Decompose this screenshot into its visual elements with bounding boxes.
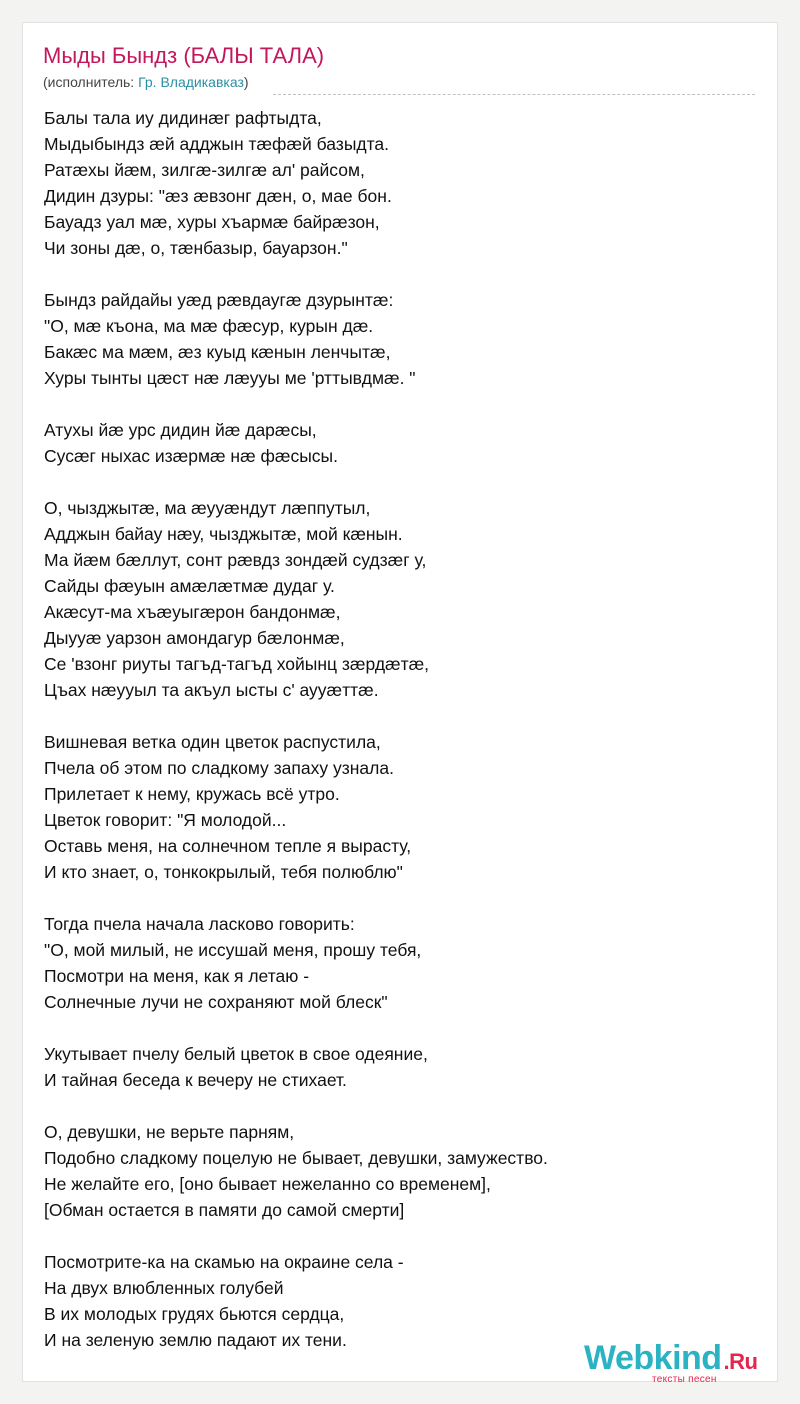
artist-line (43, 74, 756, 90)
lyric-line: Вишневая ветка один цветок распустила, (44, 732, 381, 752)
lyric-line: Дыууæ уарзон амондагур бæлонмæ, (44, 628, 345, 648)
stanza-gap (44, 261, 744, 287)
lyrics-body (44, 105, 744, 1353)
lyric-line: Се 'взонг риуты тагъд-тагъд хойынц зæрдæтæ, (44, 654, 430, 674)
lyric-line: Акæсут-ма хъæуыгæрон бандонмæ, (44, 602, 341, 622)
lyric-line: И тайная беседа к вечеру не стихает. (44, 1070, 347, 1090)
stanza-gap (44, 469, 744, 495)
lyric-line: Сайды фæуын амæлæтмæ дудаг у. (44, 576, 335, 596)
lyric-line: Посмотрите-ка на скамью на окраине села - (44, 1252, 404, 1272)
lyric-line: Подобно сладкому поцелую не бывает, девушки, замужество. (44, 1148, 548, 1168)
lyric-line: Цветок говорит: "Я молодой... (44, 810, 287, 830)
stanza-gap (44, 1223, 744, 1249)
song-title: Мыды Бындз (БАЛЫ ТАЛА) (43, 43, 325, 68)
artist-suffix: ) (243, 74, 249, 90)
site-logo[interactable] (584, 1339, 774, 1385)
lyric-line: Бакæс ма мæм, æз куыд кæнын ленчытæ, (44, 342, 391, 362)
stanza-gap (44, 885, 744, 911)
lyric-line: Пчела об этом по сладкому запаху узнала. (44, 758, 394, 778)
lyric-line: Оставь меня, на солнечном тепле я вырасту, (44, 836, 412, 856)
logo-tagline: тексты песен (652, 1374, 717, 1385)
lyric-line: Ма йæм бæллут, сонт рæвдз зондæй судзæг у, (44, 550, 427, 570)
lyric-line: Цъах нæууыл та акъул ысты с' аууæттæ. (44, 680, 379, 700)
lyric-line: Солнечные лучи не сохраняют мой блеск" (44, 992, 388, 1012)
lyric-line: Сусæг ныхас изæрмæ нæ фæсысы. (44, 446, 338, 466)
logo-tld: .Ru (723, 1349, 758, 1374)
stanza-gap (44, 703, 744, 729)
lyrics-card (22, 22, 778, 1385)
lyric-line: Прилетает к нему, кружась всё утро. (44, 784, 340, 804)
lyric-line: Дидин дзуры: "æз æвзонг дæн, о, мае бон. (44, 186, 392, 206)
lyric-line: Укутывает пчелу белый цветок в свое одеяние, (44, 1044, 428, 1064)
title-divider (273, 94, 755, 95)
lyric-line: Ратæхы йæм, зилгæ-зилгæ ал' райсом, (44, 160, 365, 180)
artist-prefix: (исполнитель: (43, 74, 139, 90)
lyric-line: Посмотри на меня, как я летаю - (44, 966, 310, 986)
lyric-line: "О, мæ къона, ма мæ фæсур, курын дæ. (44, 316, 374, 336)
lyric-line: Чи зоны дæ, о, тæнбазыр, бауарзон." (44, 238, 348, 258)
lyric-line: Бындз райдайы уæд рæвдаугæ дзурынтæ: (44, 290, 394, 310)
logo-name: Webkind (584, 1339, 722, 1377)
lyric-line: О, девушки, не верьте парням, (44, 1122, 295, 1142)
lyric-line: Атухы йæ урс дидин йæ дарæсы, (44, 420, 317, 440)
lyric-line: Балы тала иу дидинæг рафтыдта, (44, 108, 322, 128)
lyric-line: Адджын байау нæу, чызджытæ, мой кæнын. (44, 524, 403, 544)
lyric-line: В их молодых грудях бьются сердца, (44, 1304, 345, 1324)
stanza-gap (44, 391, 744, 417)
artist-link[interactable]: Гр. Владикавказ (138, 74, 244, 90)
lyric-line: И кто знает, о, тонкокрылый, тебя полюблю" (44, 862, 403, 882)
lyric-line: И на зеленую землю падают их тени. (44, 1330, 347, 1350)
lyric-line: "О, мой милый, не иссушай меня, прошу тебя, (44, 940, 422, 960)
lyric-line: Мыдыбындз æй адджын тæфæй базыдта. (44, 134, 390, 154)
stanza-gap (44, 1093, 744, 1119)
stanza-gap (44, 1015, 744, 1041)
lyric-line: [Обман остается в памяти до самой смерти] (44, 1200, 405, 1220)
lyric-line: Не желайте его, [оно бывает нежеланно со временем], (44, 1174, 491, 1194)
lyric-line: О, чызджытæ, ма æууæндут лæппутыл, (44, 498, 371, 518)
lyric-line: На двух влюбленных голубей (44, 1278, 284, 1298)
lyric-line: Бауадз уал мæ, хуры хъармæ байрæзон, (44, 212, 380, 232)
lyric-line: Хуры тынты цæст нæ лæууы ме 'рттывдмæ. " (44, 368, 416, 388)
lyric-line: Тогда пчела начала ласково говорить: (44, 914, 355, 934)
